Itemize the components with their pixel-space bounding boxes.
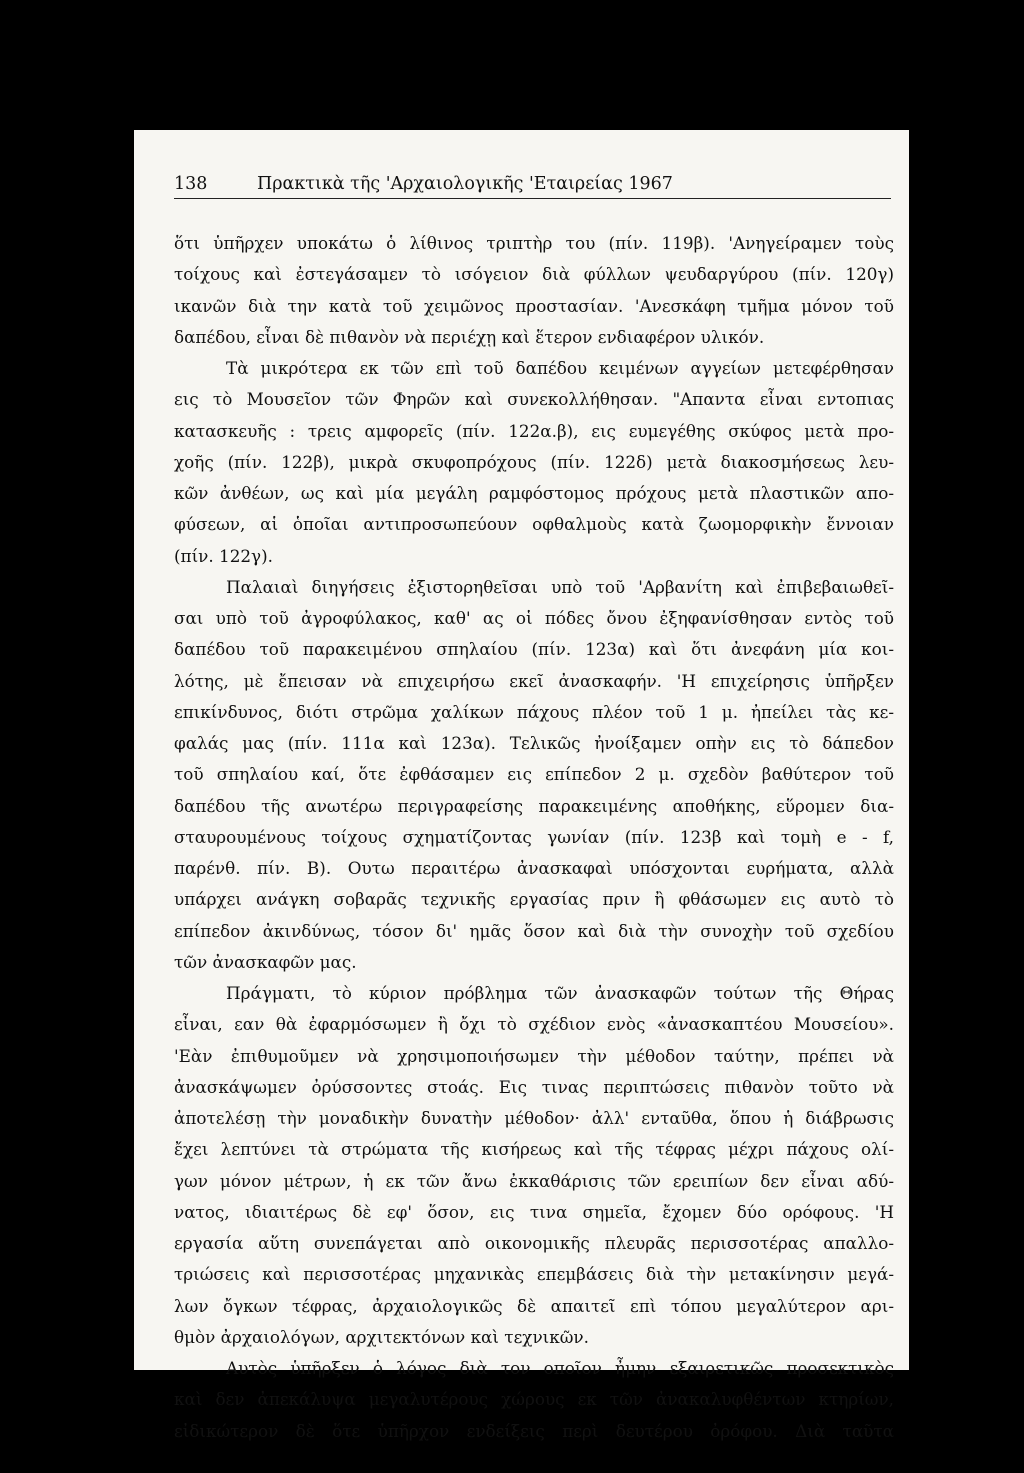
body-text [174, 228, 894, 1447]
page-number: 138 [174, 174, 208, 194]
text-line: ὅτι ὑπῆρχεν υποκάτω ὁ λίθινος τριπτὴρ του (πίν. 119β). 'Ανηγείραμεν τοὺς [174, 233, 894, 253]
text-line: κατασκευῆς : τρεις αμφορεῖς (πίν. 122α.β), εις ευμεγέθης σκύφος μετὰ προ- [174, 420, 894, 441]
text-line: Αυτὸς ὑπῆρξεν ὁ λόγος διὰ τον οποῖον ἦμην εξαιρετικῶς προσεκτικὸς [226, 1358, 894, 1378]
text-line: ικανῶν διὰ την κατὰ τοῦ χειμῶνος προστασίαν. 'Ανεσκάφη τμῆμα μόνον τοῦ [174, 295, 894, 316]
text-line: δαπέδου τοῦ παρακειμένου σπηλαίου (πίν. 123α) καὶ ὅτι ἀνεφάνη μία κοι- [174, 639, 894, 660]
text-line: τῶν ἀνασκαφῶν μας. [174, 951, 357, 972]
text-line: τοῦ σπηλαίου καί, ὅτε ἐφθάσαμεν εις επίπεδον 2 μ. σχεδὸν βαθύτερον τοῦ [174, 764, 894, 785]
text-line: σαι υπὸ τοῦ ἀγροφύλακος, καθ' ας οἱ πόδες ὄνου ἐξηφανίσθησαν εντὸς τοῦ [174, 608, 894, 628]
text-line: παρένθ. πίν. Β). Ουτω περαιτέρω ἀνασκαφαὶ υπόσχονται ευρήματα, αλλὰ [174, 858, 894, 878]
text-line: εἰδικώτερον δὲ ὅτε ὑπῆρχον ενδείξεις περὶ δευτέρου ὀρόφου. Διὰ ταῦτα [174, 1420, 894, 1441]
text-line: ἔχει λεπτύνει τὰ στρώματα τῆς κισήρεως καὶ τῆς τέφρας μέχρι πάχους ολί- [174, 1139, 894, 1160]
text-line: χοῆς (πίν. 122β), μικρὰ σκυφοπρόχους (πίν. 122δ) μετὰ διακοσμήσεως λευ- [174, 451, 894, 472]
text-line: Πράγματι, τὸ κύριον πρόβλημα τῶν ἀνασκαφῶν τούτων τῆς Θήρας [226, 983, 894, 1003]
page-header [174, 174, 904, 206]
text-line: δαπέδου, εἶναι δὲ πιθανὸν νὰ περιέχῃ καὶ ἕτερον ενδιαφέρον υλικόν. [174, 326, 765, 347]
text-line: 'Εὰν ἐπιθυμοῦμεν νὰ χρησιμοποιήσωμεν τὴν μέθοδον ταύτην, πρέπει νὰ [174, 1045, 894, 1066]
text-line: υπάρχει ανάγκη σοβαρᾶς τεχνικῆς εργασίας πριν ἢ φθάσωμεν εις αυτὸ τὸ [174, 889, 894, 910]
text-line: λότης, μὲ ἔπεισαν νὰ επιχειρήσω εκεῖ ἀνασκαφήν. 'Η επιχείρησις ὑπῆρξεν [174, 670, 894, 691]
text-line: Παλαιαὶ διηγήσεις ἐξιστορηθεῖσαι υπὸ τοῦ 'Αρβανίτη καὶ ἐπιβεβαιωθεῖ- [226, 576, 894, 597]
document-page [134, 130, 909, 1441]
text-line: εργασία αὕτη συνεπάγεται απὸ οικονομικῆς πλευρᾶς περισσοτέρας απαλλο- [174, 1233, 894, 1253]
text-line: (πίν. 122γ). [174, 545, 273, 566]
text-line: εις τὸ Μουσεῖον τῶν Φηρῶν καὶ συνεκολλήθησαν. "Απαντα εἶναι εντοπιας [174, 389, 894, 410]
text-line: επίπεδον ἀκινδύνως, τόσον δι' ημᾶς ὅσον καὶ διὰ τὴν συνοχὴν τοῦ σχεδίου [174, 920, 894, 941]
text-line: επικίνδυνος, διότι στρῶμα χαλίκων πάχους πλέον τοῦ 1 μ. ἠπείλει τὰς κε- [174, 701, 894, 722]
text-line: καὶ δεν ἀπεκάλυψα μεγαλυτέρους χώρους εκ τῶν ἀνακαλυφθέντων κτηρίων, [174, 1389, 894, 1410]
text-line: εἶναι, εαν θὰ ἐφαρμόσωμεν ἢ ὄχι τὸ σχέδιον ενὸς «ἀνασκαπτέου Μουσείου». [174, 1014, 894, 1035]
text-line: Τὰ μικρότερα εκ τῶν επὶ τοῦ δαπέδου κειμένων αγγείων μετεφέρθησαν [226, 358, 894, 378]
text-line: τοίχους καὶ ἐστεγάσαμεν τὸ ισόγειον διὰ φύλλων ψευδαργύρου (πίν. 120γ) [174, 264, 894, 285]
header-rule [174, 198, 891, 199]
text-line: ἀποτελέσῃ τὴν μοναδικὴν δυνατὴν μέθοδον· ἀλλ' ενταῦθα, ὅπου ἡ διάβρωσις [174, 1108, 894, 1128]
text-line: κῶν ἀνθέων, ως καὶ μία μεγάλη ραμφόστομος πρόχους μετὰ πλαστικῶν απο- [174, 483, 894, 503]
text-line: φαλάς μας (πίν. 111α καὶ 123α). Τελικῶς ἠνοίξαμεν οπὴν εις τὸ δάπεδον [174, 733, 894, 753]
text-line: θμὸν ἀρχαιολόγων, αρχιτεκτόνων καὶ τεχνικῶν. [174, 1326, 589, 1347]
text-line: σταυρουμένους τοίχους σχηματίζοντας γωνίαν (πίν. 123β καὶ τομὴ e - f, [174, 826, 894, 847]
text-line: γων μόνον μέτρων, ἡ εκ τῶν ἄνω ἐκκαθάρισις τῶν ερειπίων δεν εἶναι αδύ- [174, 1170, 894, 1191]
text-line: φύσεων, αἱ ὁποῖαι αντιπροσωπεύουν οφθαλμοὺς κατὰ ζωομορφικὴν ἔννοιαν [174, 514, 894, 535]
text-line: ἀνασκάψωμεν ὀρύσσοντες στοάς. Εις τινας περιπτώσεις πιθανὸν τοῦτο νὰ [174, 1076, 894, 1097]
text-line: νατος, ιδιαιτέρως δὲ εφ' ὅσον, εις τινα σημεῖα, ἔχομεν δύο ορόφους. 'Η [174, 1201, 894, 1222]
text-line: λων ὄγκων τέφρας, ἀρχαιολογικῶς δὲ απαιτεῖ επὶ τόπου μεγαλύτερον αρι- [174, 1295, 894, 1316]
text-line: τριώσεις καὶ περισσοτέρας μηχανικὰς επεμβάσεις διὰ τὴν μετακίνησιν μεγά- [174, 1264, 894, 1285]
running-head: Πρακτικὰ τῆς 'Αρχαιολογικῆς 'Εταιρείας 1967 [257, 174, 673, 194]
text-line: δαπέδου τῆς ανωτέρω περιγραφείσης παρακειμένης αποθήκης, εὕρομεν δια- [174, 795, 894, 816]
